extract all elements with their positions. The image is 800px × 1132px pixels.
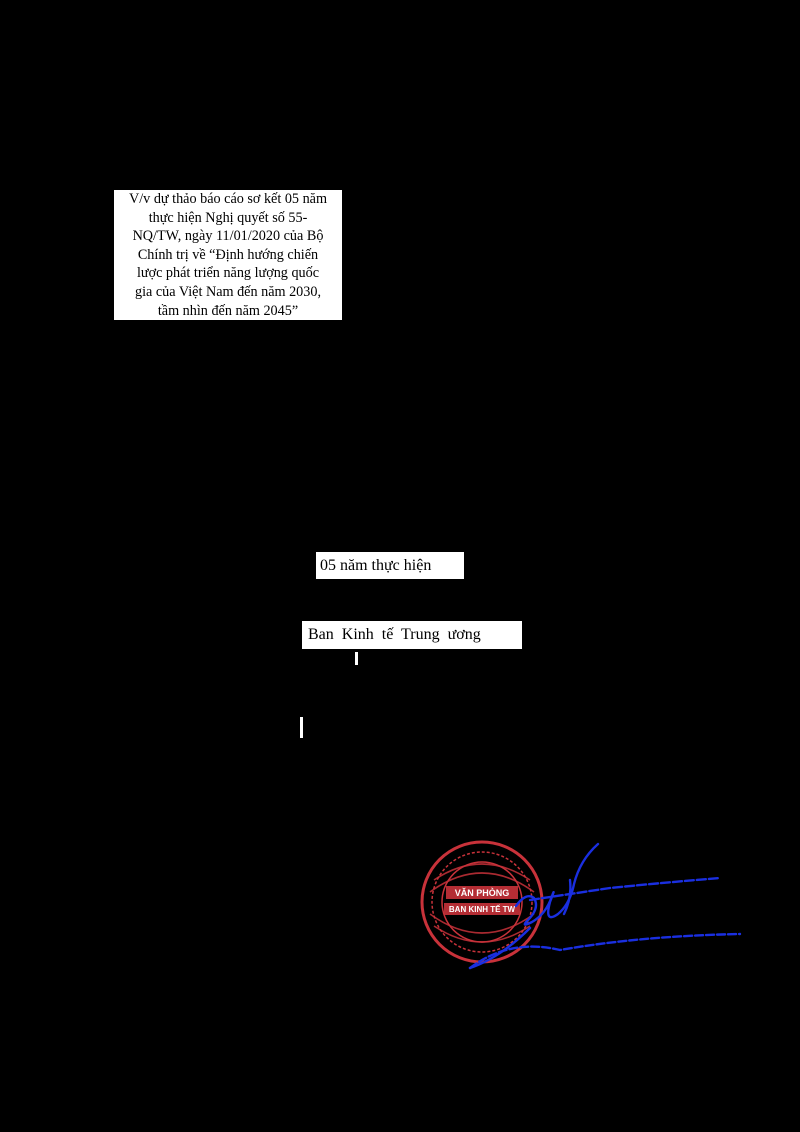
subject-block — [114, 190, 342, 320]
subject-line: NQ/TW, ngày 11/01/2020 của Bộ — [132, 228, 324, 245]
subject-line: lược phát triển năng lượng quốc — [136, 265, 320, 282]
subject-line: Chính trị về “Định hướng chiến — [137, 246, 319, 263]
subject-line: thực hiện Nghị quyết số 55- — [148, 209, 308, 226]
seal-and-signature — [410, 840, 750, 980]
subject-line: gia của Việt Nam đến năm 2030, — [134, 283, 322, 300]
body-snippet-agency: Ban Kinh tế Trung ương — [302, 621, 522, 649]
seal-text-2: BAN KINH TẾ TW — [448, 905, 516, 914]
text-fragment-mark — [355, 652, 358, 665]
official-seal-icon — [422, 842, 542, 962]
subject-line: tầm nhìn đến năm 2045” — [157, 302, 299, 319]
body-snippet-period: 05 năm thực hiện — [316, 552, 464, 579]
text-fragment-mark — [300, 717, 303, 738]
seal-text-1: VĂN PHÒNG — [454, 888, 510, 898]
subject-line: V/v dự thảo báo cáo sơ kết 05 năm — [128, 191, 327, 207]
